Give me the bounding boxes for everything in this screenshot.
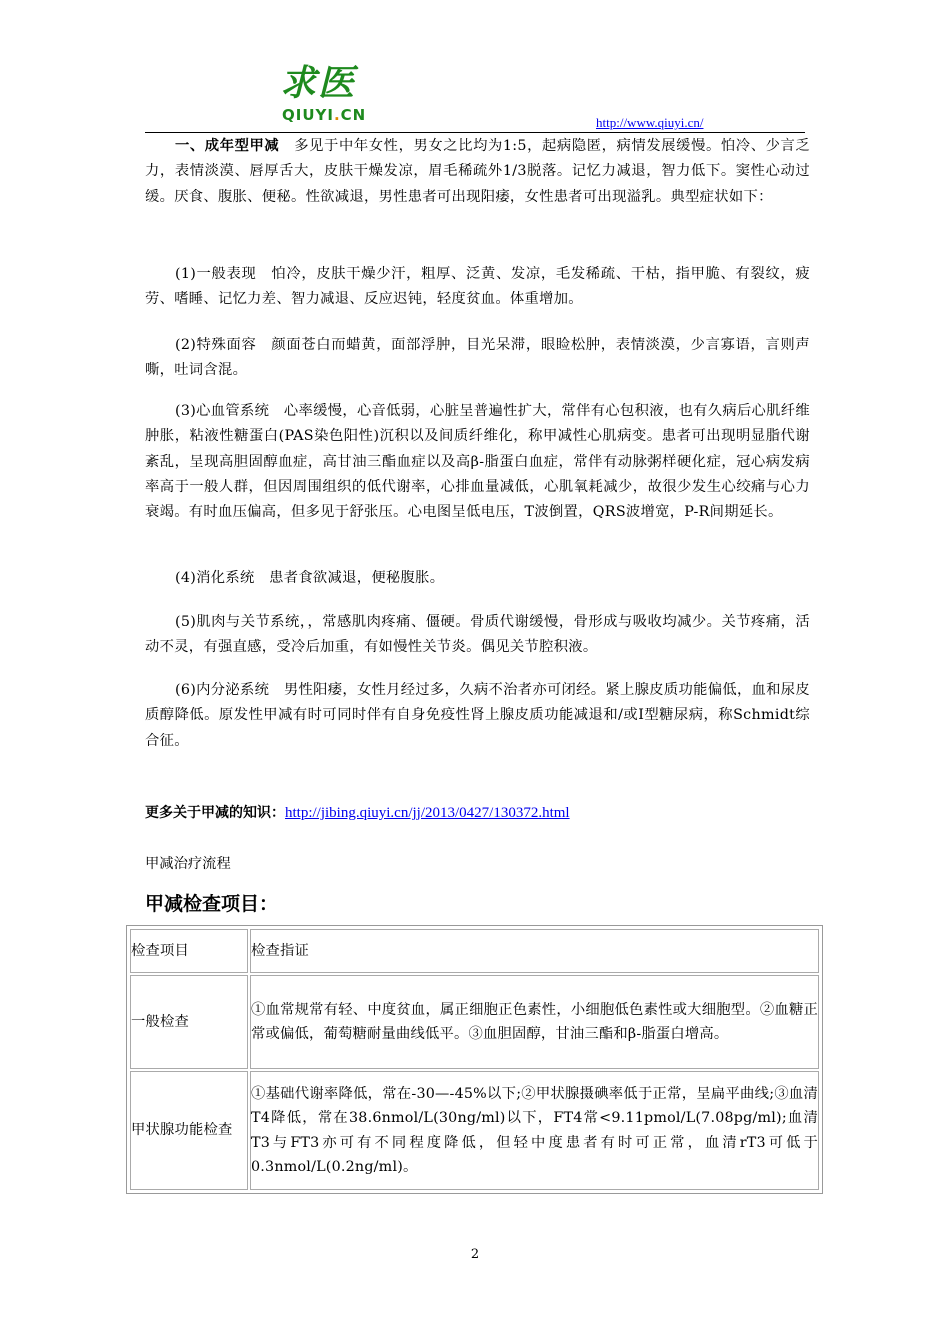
table-cell-indication: [250, 1071, 819, 1190]
logo-en-main: QIUYI: [282, 106, 334, 124]
qiuyi-logo[interactable]: [280, 62, 390, 132]
treatment-flow-text: 甲减治疗流程: [145, 856, 231, 872]
paragraph-lead: 一、成年型甲减: [175, 138, 280, 154]
exam-table: [126, 925, 823, 1194]
paragraph-muscle: (5)肌肉与关节系统，，常感肌肉疼痛、僵硬。骨质代谢缓慢，骨形成与吸收均减少。关节疼痛，活动不灵，有强直感，受冷后加重，有如慢性关节炎。偶见关节腔积液。: [145, 614, 810, 656]
table-header-cell: 检查指证: [250, 929, 819, 973]
table-cell-text: ①基础代谢率降低，常在-30—-45%以下;②甲状腺摄碘率低于正常，呈扁平曲线;③血清T4降低，常在38.6nmol/L(30ng/ml)以下，FT4常<9.11pmol/L(7.08pg/ml);血清T3与FT3亦可有不同程度降低，但轻中度患者有时可正常，血清rT3可低于0.3nmol/L(0.2ng/ml)。: [251, 1085, 818, 1175]
header-url-link[interactable]: http://www.qiuyi.cn/: [596, 115, 704, 130]
paragraph-face: (2)特殊面容 颜面苍白而蜡黄，面部浮肿，目光呆滞，眼睑松肿，表情淡漠，少言寡语，言则声嘶，吐词含混。: [145, 337, 810, 379]
logo-en-dot: .: [333, 106, 341, 124]
page-number: 2: [470, 1247, 480, 1262]
logo-en-tld: CN: [340, 106, 367, 124]
table-header-row: [129, 928, 820, 974]
logo-chinese-text: 求医: [280, 62, 357, 104]
table-cell-indication: [250, 975, 819, 1069]
table-header-cell: 检查项目: [130, 929, 248, 973]
table-cell-item: 甲状腺功能检查: [130, 1071, 248, 1190]
paragraph-intro-text: 多见于中年女性，男女之比均为1:5，起病隐匿，病情发展缓慢。怕冷、少言乏力，表情淡漠、唇厚舌大，皮肤干燥发凉，眉毛稀疏外1/3脱落。记忆力减退，智力低下。窦性心动过缓。厌食、腹胀、便秘。性欲减退，男性患者可出现阳痿，女性患者可出现溢乳。典型症状如下：: [145, 138, 810, 205]
table-row: [129, 1070, 820, 1191]
paragraph-intro: [145, 134, 810, 210]
paragraph-digestive: (4)消化系统 患者食欲减退，便秘腹胀。: [175, 570, 445, 586]
paragraph-endocrine: (6)内分泌系统 男性阳痿，女性月经过多，久病不治者亦可闭经。紧上腺皮质功能偏低，血和尿皮质醇降低。原发性甲减有时可同时伴有自身免疫性肾上腺皮质功能减退和/或I型糖尿病，称Schmidt综合征。: [145, 682, 810, 749]
more-info-link[interactable]: http://jibing.qiuyi.cn/jj/2013/0427/130372.html: [285, 805, 570, 821]
section-title: 甲减检查项目：: [145, 893, 279, 915]
paragraph-general: (1)一般表现 怕冷，皮肤干燥少汗，粗厚、泛黄、发凉，毛发稀疏、干枯，指甲脆、有裂纹，疲劳、嗜睡、记忆力差、智力减退、反应迟钝，轻度贫血。体重增加。: [145, 266, 810, 308]
logo-english-text: [282, 106, 366, 124]
table-row: [129, 974, 820, 1070]
header-divider: [145, 132, 805, 133]
more-info-label: 更多关于甲减的知识：: [145, 805, 285, 821]
table-cell-item: 一般检查: [130, 975, 248, 1069]
table-cell-text: ①血常规常有轻、中度贫血，属正细胞正色素性，小细胞低色素性或大细胞型。②血糖正常或偏低，葡萄糖耐量曲线低平。③血胆固醇，甘油三酯和β-脂蛋白增高。: [251, 1001, 818, 1042]
more-info-line: [145, 802, 570, 822]
paragraph-cardio: (3)心血管系统 心率缓慢，心音低弱，心脏呈普遍性扩大，常伴有心包积液，也有久病后心肌纤维肿胀，粘液性糖蛋白(PAS染色阳性)沉积以及间质纤维化，称甲减性心肌病变。患者可出现明显脂代谢紊乱，呈现高胆固醇血症，高甘油三酯血症以及高β-脂蛋白血症，常伴有动脉粥样硬化症，冠心病发病率高于一般人群，但因周围组织的低代谢率，心排血量减低，心肌氧耗减少，故很少发生心绞痛与心力衰竭。有时血压偏高，但多见于舒张压。心电图呈低电压，T波倒置，QRS波增宽，P-R间期延长。: [145, 403, 810, 521]
